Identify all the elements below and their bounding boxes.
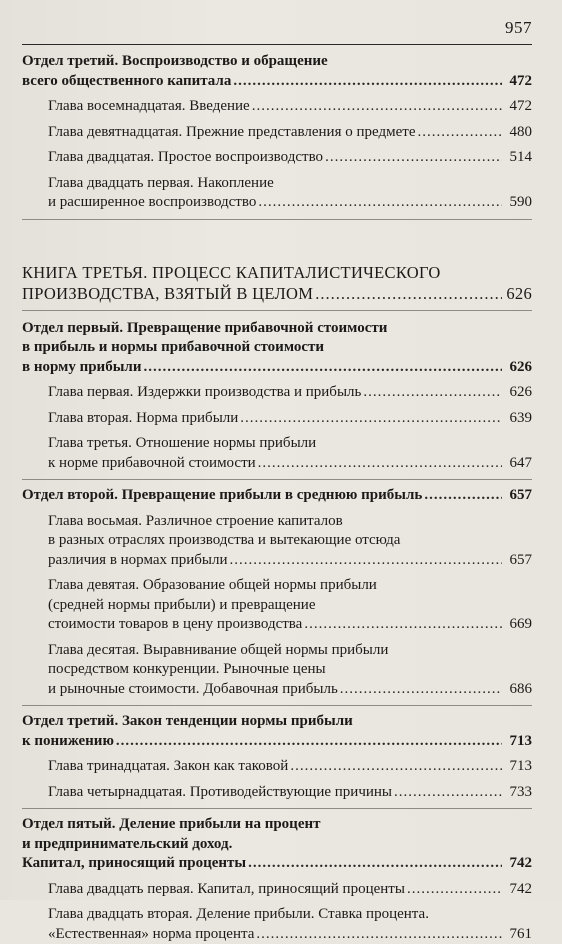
entry-page-number: 626 (504, 358, 532, 378)
leader-dots (304, 615, 502, 635)
toc-entry[interactable] (22, 283, 532, 304)
section-title-line: Отдел третий. Воспроизводство и обращение (22, 52, 532, 72)
leader-dots (240, 409, 502, 429)
entry-page-number: 713 (504, 757, 532, 777)
entry-page-number: 647 (504, 454, 532, 474)
leader-dots (230, 551, 502, 571)
chapter-title-line: Глава восьмая. Различное строение капиталов (22, 512, 532, 532)
leader-dots (315, 283, 502, 304)
toc-entry[interactable] (22, 383, 532, 403)
toc-entry[interactable] (22, 409, 532, 429)
chapter-title-line: в разных отраслях производства и вытекающие отсюда (22, 531, 532, 551)
entry-page-number: 686 (504, 680, 532, 700)
section-title: Отдел второй. Превращение прибыли в среднюю прибыль (22, 486, 422, 506)
leader-dots (325, 148, 502, 168)
chapter-title-line: посредством конкуренции. Рыночные цены (22, 660, 532, 680)
toc-section-b3-5 (22, 815, 532, 944)
toc-entry[interactable] (22, 615, 532, 635)
entry-page-number: 626 (504, 283, 532, 304)
entry-page-number: 761 (504, 925, 532, 944)
chapter-title-line: Глава десятая. Выравнивание общей нормы прибыли (22, 641, 532, 661)
toc-entry[interactable] (22, 148, 532, 168)
section-title-line: к понижению (22, 732, 114, 752)
toc-entry[interactable] (22, 486, 532, 506)
chapter-title: Глава восемнадцатая. Введение (48, 97, 250, 117)
leader-dots (143, 358, 502, 378)
chapter-title: Глава двадцатая. Простое воспроизводство (48, 148, 323, 168)
book-title-line: КНИГА ТРЕТЬЯ. ПРОЦЕСС КАПИТАЛИСТИЧЕСКОГО (22, 262, 532, 283)
chapter-title-line: стоимости товаров в цену производства (48, 615, 302, 635)
section-title-line: в прибыль и нормы прибавочной стоимости (22, 338, 532, 358)
chapter-title-line: различия в нормах прибыли (48, 551, 228, 571)
toc-entry[interactable] (22, 925, 532, 944)
chapter-title-line: к норме прибавочной стоимости (48, 454, 256, 474)
chapter-title-line: и рыночные стоимости. Добавочная прибыль (48, 680, 338, 700)
toc-entry[interactable] (22, 880, 532, 900)
entry-page-number: 742 (504, 854, 532, 874)
leader-dots (363, 383, 502, 403)
toc-entry[interactable] (22, 732, 532, 752)
toc-entry[interactable] (22, 854, 532, 874)
entry-page-number: 626 (504, 383, 532, 403)
page-header (22, 18, 532, 45)
toc-entry[interactable] (22, 193, 532, 213)
entry-page-number: 514 (504, 148, 532, 168)
leader-dots (417, 123, 502, 143)
chapter-title-line: Глава двадцать первая. Накопление (22, 174, 532, 194)
chapter-title: Глава двадцать первая. Капитал, приносящий проценты (48, 880, 405, 900)
entry-page-number: 472 (504, 72, 532, 92)
entry-page-number: 733 (504, 783, 532, 803)
book-title (22, 262, 532, 304)
leader-dots (394, 783, 502, 803)
chapter-title-line: Глава третья. Отношение нормы прибыли (22, 434, 532, 454)
toc-section-b2-3 (22, 52, 532, 220)
toc-entry[interactable] (22, 454, 532, 474)
entry-page-number: 472 (504, 97, 532, 117)
leader-dots (233, 72, 502, 92)
leader-dots (258, 193, 502, 213)
chapter-title: Глава четырнадцатая. Противодействующие причины (48, 783, 392, 803)
chapter-title-line: Глава девятая. Образование общей нормы прибыли (22, 576, 532, 596)
toc-section-b3-3 (22, 712, 532, 809)
leader-dots (424, 486, 502, 506)
section-title-line: Отдел третий. Закон тенденции нормы прибыли (22, 712, 532, 732)
toc-entry[interactable] (22, 551, 532, 571)
entry-page-number: 480 (504, 123, 532, 143)
chapter-title-line: и расширенное воспроизводство (48, 193, 256, 213)
book-title-line: ПРОИЗВОДСТВА, ВЗЯТЫЙ В ЦЕЛОМ (22, 283, 313, 304)
chapter-title-line: (средней нормы прибыли) и превращение (22, 596, 532, 616)
entry-page-number: 639 (504, 409, 532, 429)
section-title-line: в норму прибыли (22, 358, 141, 378)
entry-page-number: 590 (504, 193, 532, 213)
leader-dots (248, 854, 502, 874)
leader-dots (290, 757, 502, 777)
toc-section-b3-1 (22, 319, 532, 481)
toc-entry[interactable] (22, 757, 532, 777)
toc-entry[interactable] (22, 97, 532, 117)
toc-entry[interactable] (22, 123, 532, 143)
table-of-contents (22, 52, 532, 944)
chapter-title: Глава девятнадцатая. Прежние представления о предмете (48, 123, 415, 143)
entry-page-number: 742 (504, 880, 532, 900)
toc-entry[interactable] (22, 680, 532, 700)
toc-entry[interactable] (22, 783, 532, 803)
section-title-line: и предпринимательский доход. (22, 835, 532, 855)
toc-entry[interactable] (22, 72, 532, 92)
leader-dots (116, 732, 502, 752)
entry-page-number: 669 (504, 615, 532, 635)
chapter-title-line: «Естественная» норма процента (48, 925, 254, 944)
toc-section-b3-2 (22, 486, 532, 706)
entry-page-number: 657 (504, 486, 532, 506)
section-title-line: Отдел первый. Превращение прибавочной стоимости (22, 319, 532, 339)
leader-dots (340, 680, 502, 700)
leader-dots (407, 880, 502, 900)
chapter-title-line: Глава двадцать вторая. Деление прибыли. Ставка процента. (22, 905, 532, 925)
section-title-line: всего общественного капитала (22, 72, 231, 92)
chapter-title: Глава тринадцатая. Закон как таковой (48, 757, 288, 777)
leader-dots (256, 925, 502, 944)
section-title-line: Капитал, приносящий проценты (22, 854, 246, 874)
chapter-title: Глава вторая. Норма прибыли (48, 409, 238, 429)
entry-page-number: 657 (504, 551, 532, 571)
page-number: 957 (505, 18, 532, 38)
section-title-line: Отдел пятый. Деление прибыли на процент (22, 815, 532, 835)
toc-entry[interactable] (22, 358, 532, 378)
entry-page-number: 713 (504, 732, 532, 752)
leader-dots (258, 454, 502, 474)
leader-dots (252, 97, 502, 117)
chapter-title: Глава первая. Издержки производства и прибыль (48, 383, 361, 403)
